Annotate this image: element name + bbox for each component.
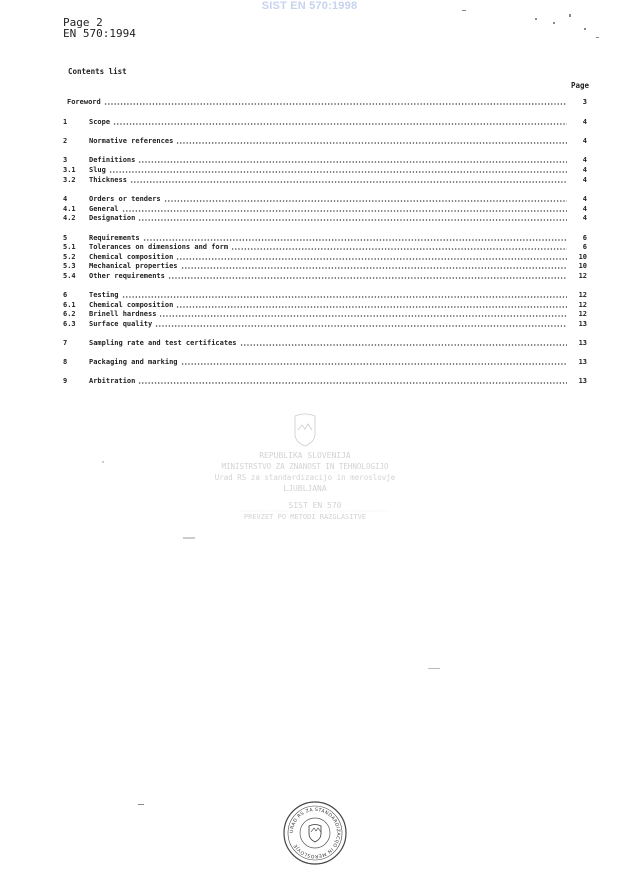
toc-title: Arbitration	[89, 377, 136, 385]
toc-title: Scope	[89, 118, 111, 126]
toc-leader	[176, 258, 567, 260]
stamp-line: LJUBLJANA	[283, 484, 327, 493]
toc-number: 5.1	[63, 243, 76, 251]
toc-leader	[130, 181, 567, 183]
toc-number: 6.3	[63, 320, 76, 328]
scan-speck	[553, 22, 555, 24]
toc-entry	[63, 233, 587, 242]
scan-speck	[183, 537, 195, 539]
toc-leader	[138, 382, 567, 384]
toc-leader	[104, 103, 567, 105]
toc-page: 6	[582, 234, 587, 242]
toc-number: 1	[63, 118, 68, 126]
toc-entry	[63, 97, 587, 106]
toc-page: 13	[578, 377, 587, 385]
toc-entry	[63, 136, 587, 145]
toc-page: 4	[582, 156, 587, 164]
toc-page: 4	[582, 176, 587, 184]
toc-page: 3	[582, 98, 587, 106]
toc-number: 3	[63, 156, 68, 164]
toc-number: 7	[63, 339, 68, 347]
document-watermark: SIST EN 570:1998	[261, 0, 358, 12]
scan-speck	[584, 28, 586, 30]
standard-number: EN 570:1994	[63, 27, 136, 40]
toc-title: Orders or tenders	[89, 195, 161, 203]
toc-title: Surface quality	[89, 320, 153, 328]
toc-leader	[176, 142, 567, 144]
toc-title: Testing	[89, 291, 119, 299]
toc-page: 13	[578, 339, 587, 347]
toc-number: 5.4	[63, 272, 76, 280]
toc-number: 6.1	[63, 301, 76, 309]
toc-page: 4	[582, 214, 587, 222]
toc-entry	[63, 300, 587, 309]
toc-title: Chemical composition	[89, 301, 174, 309]
official-seal	[282, 800, 348, 866]
page-header	[63, 17, 136, 39]
toc-leader	[109, 171, 567, 173]
toc-title: General	[89, 205, 119, 213]
scan-speck	[138, 804, 144, 805]
toc-leader	[181, 363, 567, 365]
toc-page: 13	[578, 358, 587, 366]
stamp-line: PREVZET PO METODI RAZGLASITVE	[243, 513, 367, 521]
toc-leader	[138, 161, 567, 163]
toc-title: Definitions	[89, 156, 136, 164]
toc-title: Brinell hardness	[89, 310, 157, 318]
page-column-label: Page	[570, 81, 589, 90]
toc-title: Designation	[89, 214, 136, 222]
toc-leader	[122, 296, 567, 298]
toc-leader	[240, 344, 567, 346]
toc-title: Tolerances on dimensions and form	[89, 243, 229, 251]
toc-number: 4	[63, 195, 68, 203]
toc-entry	[63, 271, 587, 280]
toc-page: 12	[578, 301, 587, 309]
toc-entry	[63, 252, 587, 261]
toc-leader	[138, 219, 567, 221]
toc-number: 4.1	[63, 205, 76, 213]
toc-page: 12	[578, 291, 587, 299]
toc-leader	[168, 277, 567, 279]
toc-number: 6.2	[63, 310, 76, 318]
toc-title: Mechanical properties	[89, 262, 178, 270]
toc-title: Packaging and marking	[89, 358, 178, 366]
toc-entry	[63, 338, 587, 347]
toc-page: 4	[582, 118, 587, 126]
toc-title: Foreword	[67, 98, 101, 106]
scan-speck	[102, 461, 104, 463]
toc-number: 3.1	[63, 166, 76, 174]
toc-entry	[63, 155, 587, 164]
toc-entry	[63, 357, 587, 366]
toc-title: Sampling rate and test certificates	[89, 339, 237, 347]
toc-page: 13	[578, 320, 587, 328]
toc-entry	[63, 175, 587, 184]
toc-title: Requirements	[89, 234, 140, 242]
toc-leader	[159, 315, 567, 317]
contents-title: Contents list	[68, 67, 127, 76]
toc-leader	[155, 325, 567, 327]
toc-title: Slug	[89, 166, 106, 174]
toc-page: 4	[582, 137, 587, 145]
toc-number: 5	[63, 234, 68, 242]
toc-page: 4	[582, 195, 587, 203]
scan-speck	[428, 668, 440, 669]
toc-leader	[122, 210, 567, 212]
toc-entry	[63, 261, 587, 270]
toc-entry	[63, 165, 587, 174]
toc-entry	[63, 242, 587, 251]
toc-leader	[231, 248, 567, 250]
toc-entry	[63, 309, 587, 318]
toc-page: 10	[578, 253, 587, 261]
toc-number: 2	[63, 137, 68, 145]
toc-entry	[63, 319, 587, 328]
toc-number: 6	[63, 291, 68, 299]
toc-number: 3.2	[63, 176, 76, 184]
toc-entry	[63, 117, 587, 126]
toc-leader	[143, 239, 567, 241]
toc-page: 6	[582, 243, 587, 251]
toc-page: 12	[578, 272, 587, 280]
toc-page: 12	[578, 310, 587, 318]
toc-page: 10	[578, 262, 587, 270]
scan-speck	[462, 10, 466, 11]
toc-number: 5.3	[63, 262, 76, 270]
toc-page: 4	[582, 205, 587, 213]
toc-leader	[181, 267, 567, 269]
toc-entry	[63, 290, 587, 299]
page-number: Page 2	[63, 16, 103, 29]
approval-stamp	[210, 412, 400, 527]
stamp-line: REPUBLIKA SLOVENIJA	[259, 451, 351, 460]
stamp-line: Urad RS za standardizacijo in meroslovje	[214, 473, 396, 482]
toc-number: 9	[63, 377, 68, 385]
toc-page: 4	[582, 166, 587, 174]
toc-title: Other requirements	[89, 272, 165, 280]
scan-speck	[535, 18, 537, 20]
toc-title: Normative references	[89, 137, 174, 145]
toc-title: Chemical composition	[89, 253, 174, 261]
toc-entry	[63, 194, 587, 203]
toc-number: 8	[63, 358, 68, 366]
seal-emblem-icon	[309, 825, 321, 843]
toc-leader	[113, 123, 567, 125]
toc-title: Thickness	[89, 176, 127, 184]
toc-entry	[63, 376, 587, 385]
toc-entry	[63, 204, 587, 213]
toc-number: 4.2	[63, 214, 76, 222]
scan-speck	[596, 37, 599, 38]
seal-text: URAD RS ZA STANDARDIZACIJO IN MEROSLOVJE	[289, 807, 341, 859]
toc-number: 5.2	[63, 253, 76, 261]
toc-leader	[164, 200, 567, 202]
toc-entry	[63, 213, 587, 222]
svg-text:URAD RS ZA STANDARDIZACIJO IN	[289, 807, 341, 859]
stamp-line: SIST EN 570	[288, 501, 342, 510]
toc-leader	[176, 306, 567, 308]
stamp-line: MINISTRSTVO ZA ZNANOST IN TEHNOLOGIJO	[221, 462, 389, 471]
scan-speck	[569, 14, 571, 17]
